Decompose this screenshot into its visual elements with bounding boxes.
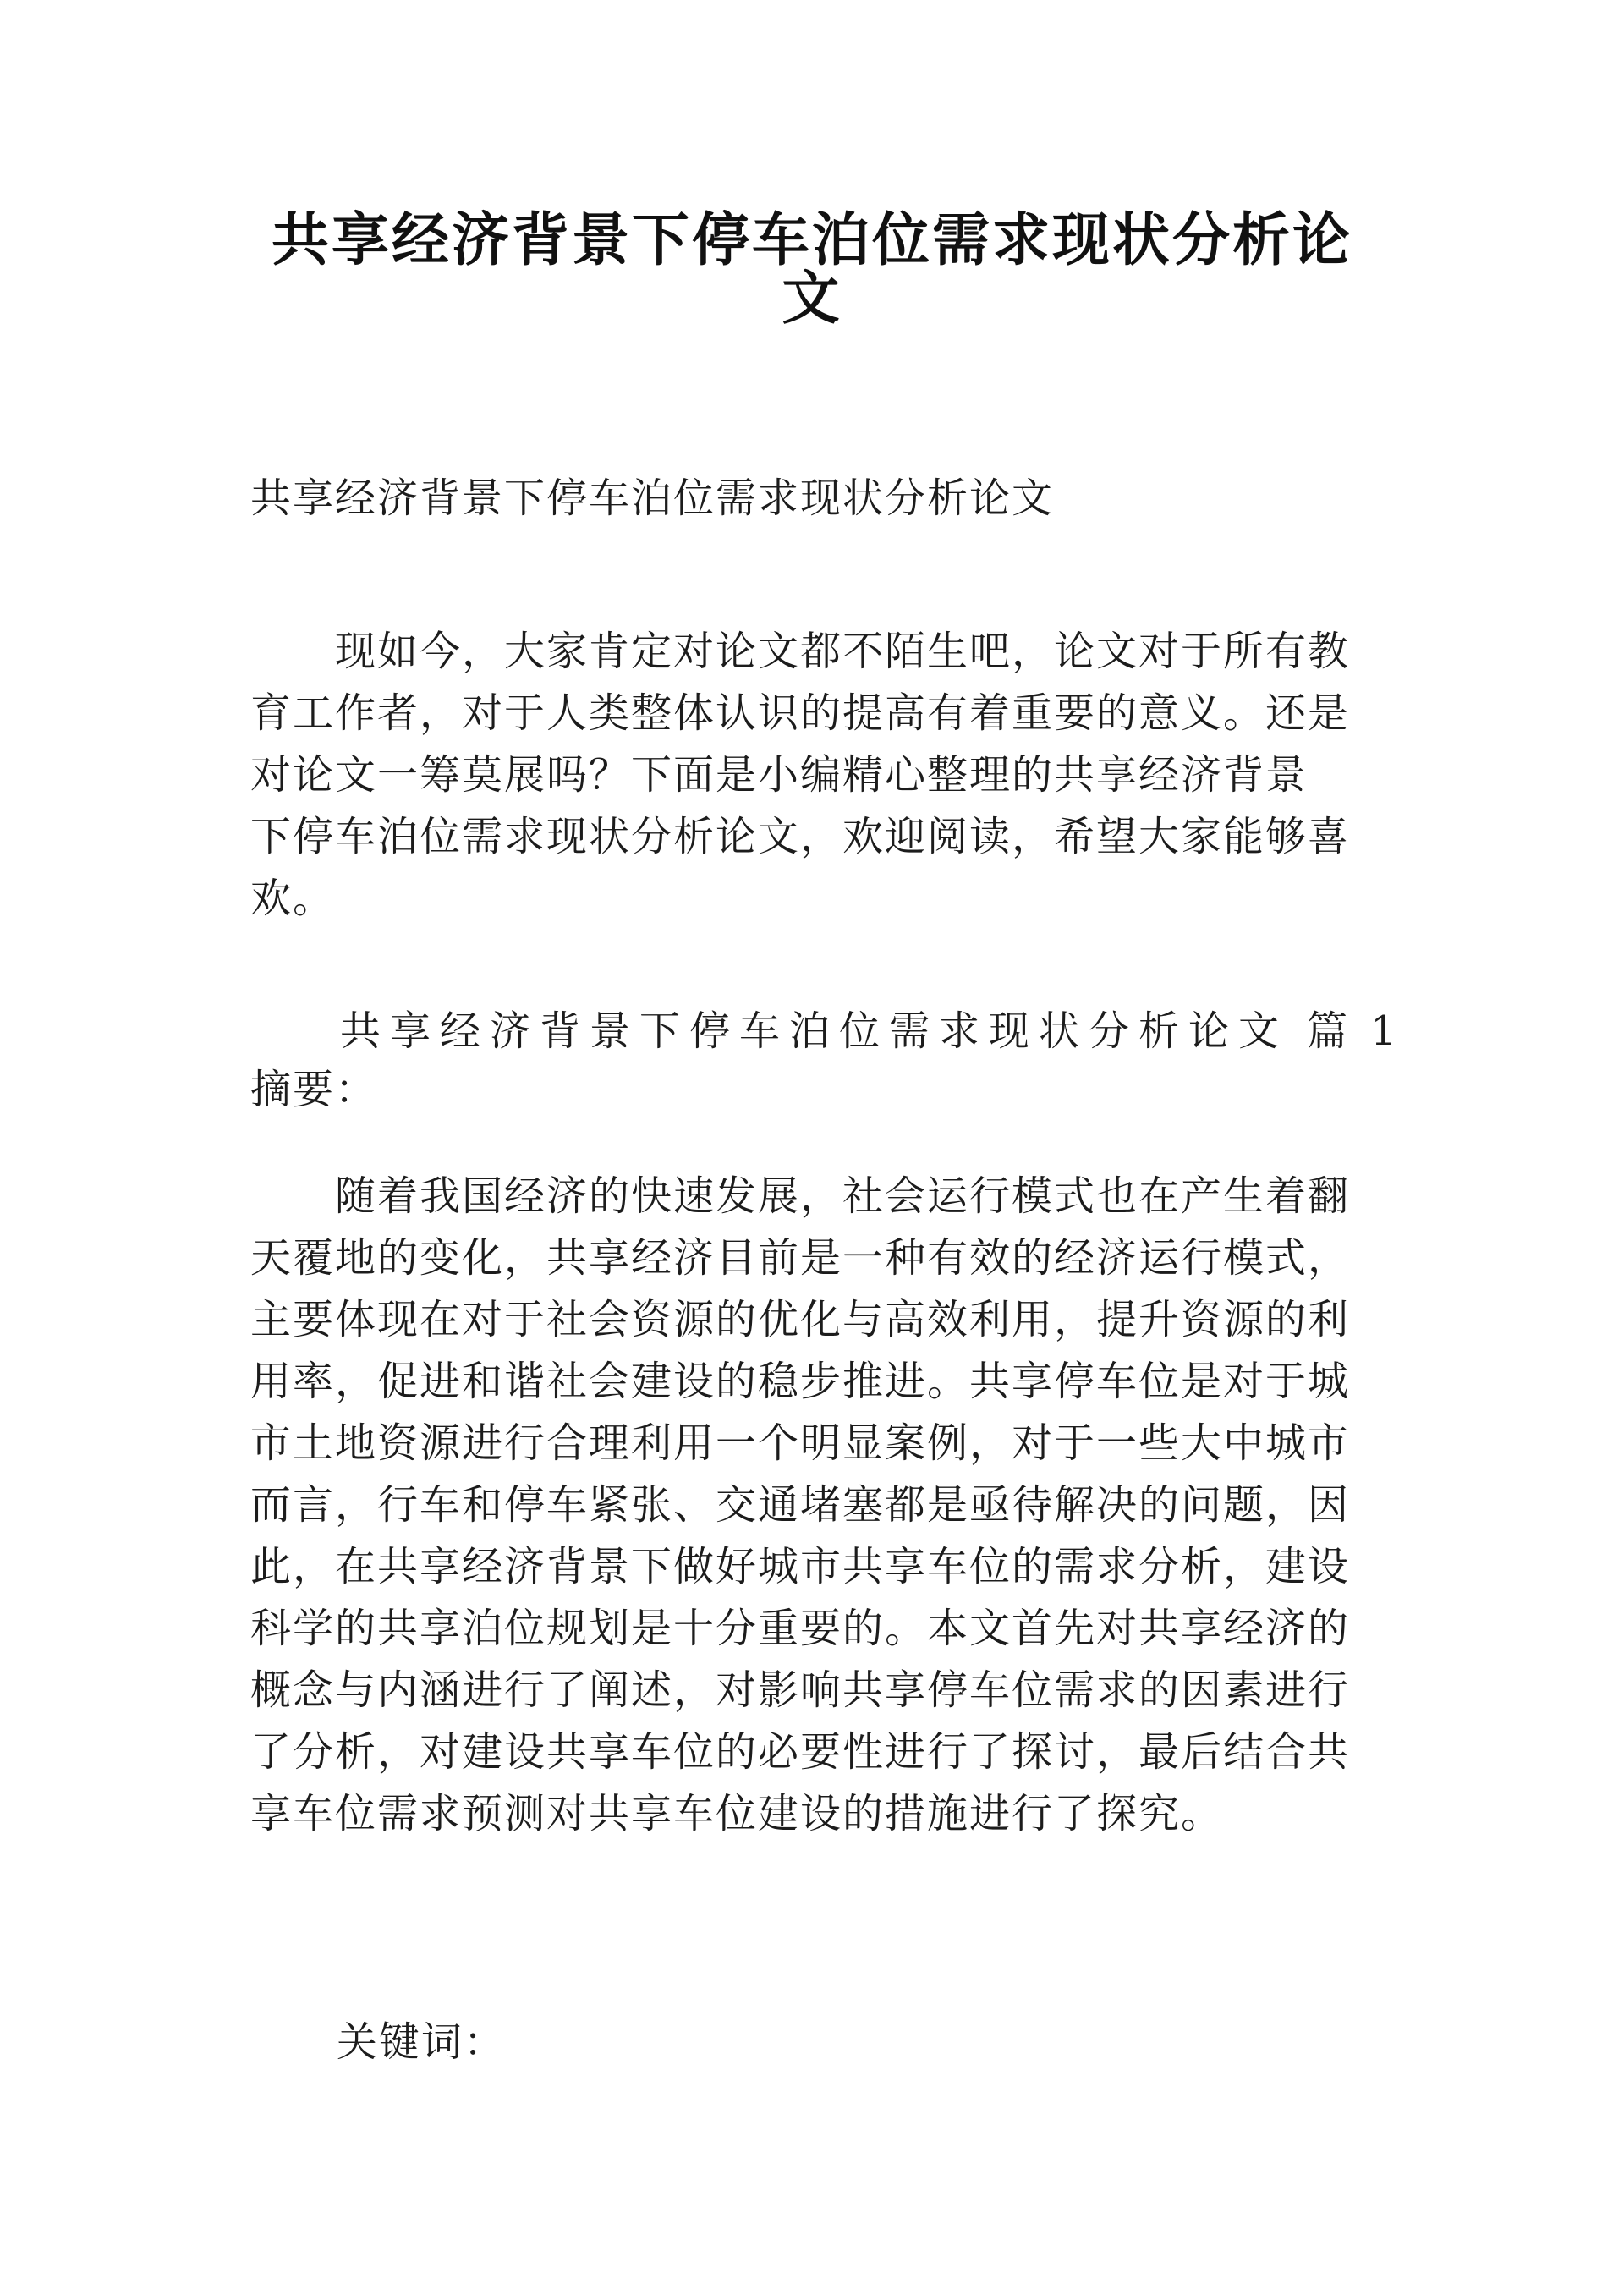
abstract-paragraph <box>250 1167 1384 1847</box>
section-heading <box>340 1002 1402 1061</box>
intro-line: 现如今，大家肯定对论文都不陌生吧，论文对于所有教 <box>335 628 1351 675</box>
abstract-line: 而言，行车和停车紧张、交通堵塞都是亟待解决的问题，因 <box>250 1481 1351 1529</box>
abstract-heading: 摘要： <box>250 1066 378 1113</box>
abstract-line: 主要体现在对于社会资源的优化与高效利用，提升资源的利 <box>250 1296 1351 1343</box>
intro-line: 欢。 <box>250 875 336 922</box>
abstract-line: 随着我国经济的快速发展，社会运行模式也在产生着翻 <box>335 1172 1351 1220</box>
title-line-1: 共享经济背景下停车泊位需求现状分析论 <box>271 207 1352 274</box>
abstract-line: 天覆地的变化，共享经济目前是一种有效的经济运行模式， <box>250 1234 1351 1282</box>
intro-line: 育工作者，对于人类整体认识的提高有着重要的意义。还是 <box>250 689 1351 737</box>
section-heading-text: 共享经济背景下停车泊位需求现状分析论文 <box>340 1007 1289 1055</box>
keywords-label: 关键词： <box>337 2018 507 2066</box>
abstract-line: 市土地资源进行合理利用一个明显案例，对于一些大中城市 <box>250 1419 1351 1467</box>
title-line-2: 文 <box>782 266 842 332</box>
section-number: 篇 1 <box>1307 1007 1402 1055</box>
abstract-line: 了分析，对建设共享车位的必要性进行了探讨，最后结合共 <box>250 1728 1351 1776</box>
intro-paragraph <box>250 623 1384 931</box>
abstract-line: 享车位需求预测对共享车位建设的措施进行了探究。 <box>250 1790 1224 1837</box>
intro-line: 对论文一筹莫展吗？下面是小编精心整理的共享经济背景 <box>250 751 1309 799</box>
document-title <box>254 196 1370 332</box>
intro-line: 下停车泊位需求现状分析论文，欢迎阅读，希望大家能够喜 <box>250 813 1351 860</box>
document-subtitle: 共享经济背景下停车泊位需求现状分析论文 <box>250 475 1055 522</box>
abstract-line: 概念与内涵进行了阐述，对影响共享停车位需求的因素进行 <box>250 1666 1351 1714</box>
abstract-line: 此，在共享经济背景下做好城市共享车位的需求分析，建设 <box>250 1543 1351 1590</box>
abstract-line: 用率，促进和谐社会建设的稳步推进。共享停车位是对于城 <box>250 1358 1351 1405</box>
abstract-line: 科学的共享泊位规划是十分重要的。本文首先对共享经济的 <box>250 1605 1351 1652</box>
